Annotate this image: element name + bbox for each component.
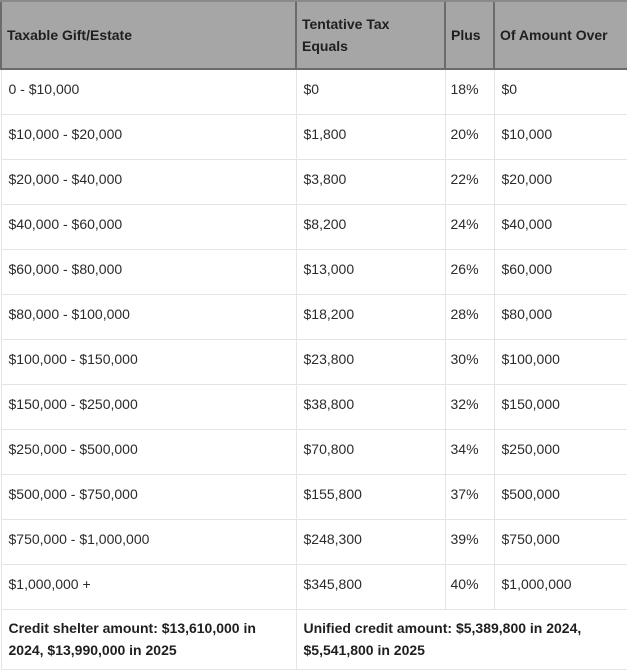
amount-over-cell: $0 [494,69,627,115]
header-taxable-gift-estate: Taxable Gift/Estate [1,1,296,69]
taxable-range-cell: 0 - $10,000 [1,69,296,115]
credit-shelter-note: Credit shelter amount: $13,610,000 in 2024, $13,990,000 in 2025 [1,610,296,670]
amount-over-cell: $100,000 [494,340,627,385]
tentative-tax-cell: $155,800 [296,475,445,520]
taxable-range-cell: $150,000 - $250,000 [1,385,296,430]
table-row [1,430,627,475]
taxable-range-cell: $10,000 - $20,000 [1,115,296,160]
rate-cell: 34% [445,430,494,475]
unified-credit-note: Unified credit amount: $5,389,800 in 2024, $5,541,800 in 2025 [296,610,627,670]
amount-over-cell: $60,000 [494,250,627,295]
tentative-tax-cell: $345,800 [296,565,445,610]
tentative-tax-cell: $248,300 [296,520,445,565]
table-row [1,69,627,115]
header-plus: Plus [445,1,494,69]
taxable-range-cell: $1,000,000 + [1,565,296,610]
table-row [1,115,627,160]
header-tentative-tax-equals: Tentative Tax Equals [296,1,445,69]
header-row [1,1,627,69]
table-row [1,565,627,610]
amount-over-cell: $750,000 [494,520,627,565]
tentative-tax-cell: $3,800 [296,160,445,205]
taxable-range-cell: $250,000 - $500,000 [1,430,296,475]
tentative-tax-cell: $18,200 [296,295,445,340]
table-row [1,160,627,205]
amount-over-cell: $80,000 [494,295,627,340]
tentative-tax-cell: $1,800 [296,115,445,160]
rate-cell: 24% [445,205,494,250]
tentative-tax-cell: $70,800 [296,430,445,475]
table-row [1,385,627,430]
table-row [1,205,627,250]
table-row [1,295,627,340]
rate-cell: 20% [445,115,494,160]
rate-cell: 37% [445,475,494,520]
tentative-tax-cell: $8,200 [296,205,445,250]
rate-cell: 30% [445,340,494,385]
amount-over-cell: $20,000 [494,160,627,205]
taxable-range-cell: $80,000 - $100,000 [1,295,296,340]
table-row [1,340,627,385]
footer-row [1,610,627,670]
taxable-range-cell: $20,000 - $40,000 [1,160,296,205]
table-row [1,250,627,295]
rate-cell: 22% [445,160,494,205]
amount-over-cell: $10,000 [494,115,627,160]
rate-cell: 28% [445,295,494,340]
rate-cell: 32% [445,385,494,430]
taxable-range-cell: $100,000 - $150,000 [1,340,296,385]
rate-cell: 26% [445,250,494,295]
tentative-tax-cell: $13,000 [296,250,445,295]
tentative-tax-cell: $23,800 [296,340,445,385]
header-of-amount-over: Of Amount Over [494,1,627,69]
taxable-range-cell: $40,000 - $60,000 [1,205,296,250]
tentative-tax-cell: $38,800 [296,385,445,430]
rate-cell: 18% [445,69,494,115]
taxable-range-cell: $60,000 - $80,000 [1,250,296,295]
taxable-range-cell: $750,000 - $1,000,000 [1,520,296,565]
amount-over-cell: $500,000 [494,475,627,520]
amount-over-cell: $250,000 [494,430,627,475]
amount-over-cell: $150,000 [494,385,627,430]
taxable-range-cell: $500,000 - $750,000 [1,475,296,520]
amount-over-cell: $1,000,000 [494,565,627,610]
rate-cell: 39% [445,520,494,565]
amount-over-cell: $40,000 [494,205,627,250]
tentative-tax-cell: $0 [296,69,445,115]
table-row [1,520,627,565]
table-row [1,475,627,520]
rate-cell: 40% [445,565,494,610]
